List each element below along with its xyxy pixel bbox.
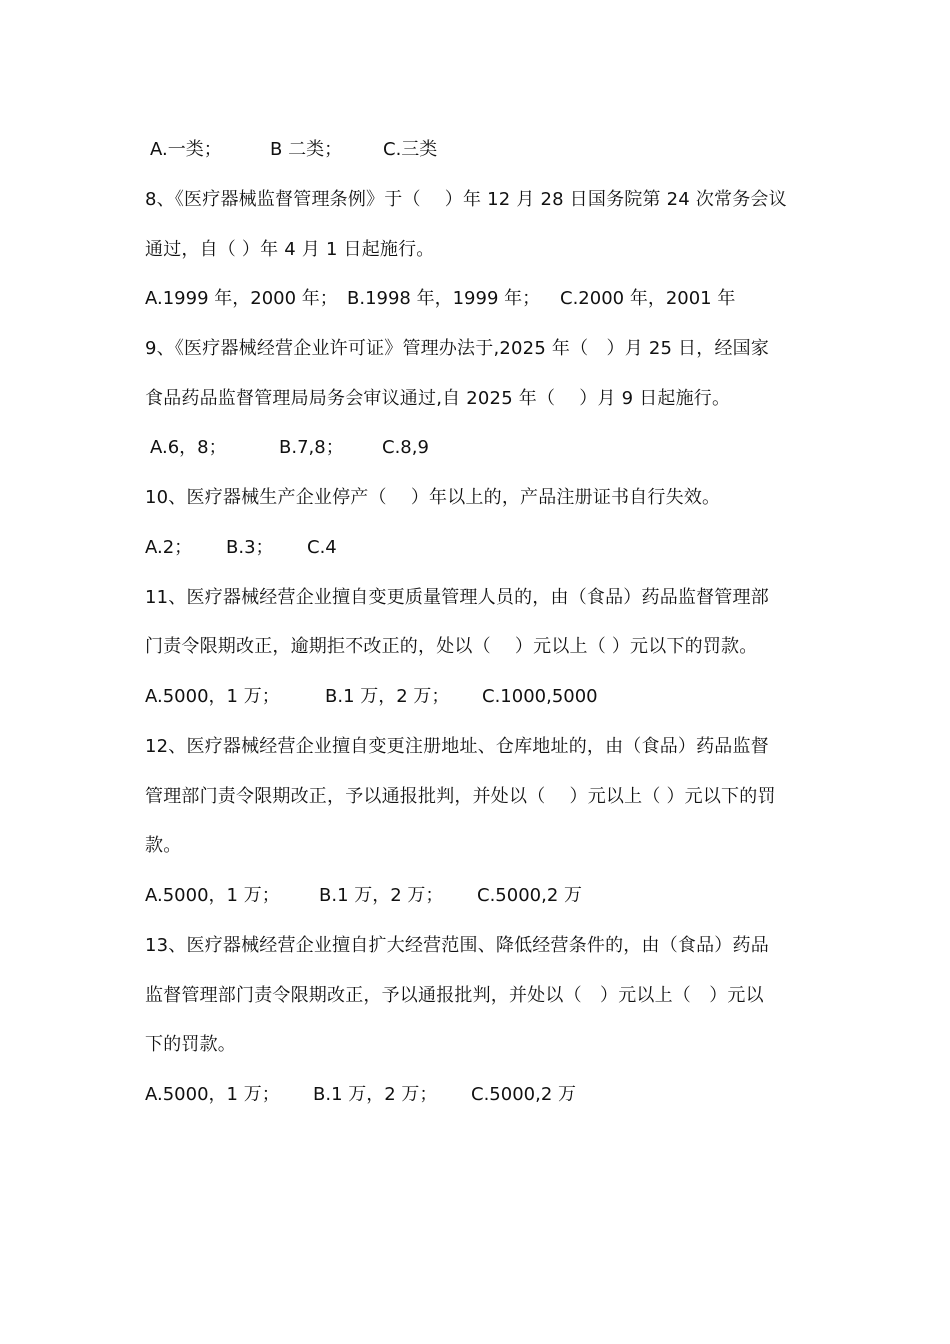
q10-option-a: A.2；	[145, 537, 193, 558]
q10-option-c: C.4	[307, 537, 337, 558]
q11-text-line2: 门责令限期改正，逾期拒不改正的，处以（ ）元以上（ ）元以下的罚款。	[145, 636, 758, 657]
q11-text-line1: 11、医疗器械经营企业擅自变更质量管理人员的，由（食品）药品监督管理部	[145, 587, 769, 608]
q7-option-c: C.三类	[383, 139, 438, 160]
q10-text-line1: 10、医疗器械生产企业停产（ ）年以上的，产品注册证书自行失效。	[145, 487, 721, 508]
q7-option-b: B 二类；	[270, 139, 343, 160]
q12-text-line1: 12、医疗器械经营企业擅自变更注册地址、仓库地址的，由（食品）药品监督	[145, 736, 769, 757]
q13-option-b: B.1 万，2 万；	[313, 1084, 438, 1105]
q12-option-b: B.1 万，2 万；	[319, 885, 444, 906]
q13-option-a: A.5000，1 万；	[145, 1084, 280, 1105]
q12-option-a: A.5000，1 万；	[145, 885, 280, 906]
q13-option-c: C.5000,2 万	[471, 1084, 576, 1105]
q8-option-a: A.1999 年，2000 年；	[145, 288, 338, 309]
q8-text-line2: 通过，自（ ）年 4 月 1 日起施行。	[145, 239, 435, 260]
q12-text-line2: 管理部门责令限期改正，予以通报批判，并处以（ ）元以上（ ）元以下的罚	[145, 786, 776, 807]
q9-text-line1: 9、《医疗器械经营企业许可证》管理办法于,2025 年（ ）月 25 日，经国家	[145, 338, 770, 359]
q10-option-b: B.3；	[226, 537, 274, 558]
q9-text-line2: 食品药品监督管理局局务会审议通过,自 2025 年（ ）月 9 日起施行。	[145, 388, 731, 409]
q7-option-a: A.一类；	[150, 139, 222, 160]
q9-option-a: A.6，8；	[150, 437, 227, 458]
q13-text-line1: 13、医疗器械经营企业擅自扩大经营范围、降低经营条件的，由（食品）药品	[145, 935, 769, 956]
q12-option-c: C.5000,2 万	[477, 885, 582, 906]
q9-option-c: C.8,9	[382, 437, 429, 458]
q11-option-a: A.5000，1 万；	[145, 686, 280, 707]
q8-option-c: C.2000 年，2001 年	[560, 288, 736, 309]
q8-text-line1: 8、《医疗器械监督管理条例》于（ ）年 12 月 28 日国务院第 24 次常务会议	[145, 189, 787, 210]
q12-text-line3: 款。	[145, 835, 182, 856]
q11-option-b: B.1 万，2 万；	[325, 686, 450, 707]
q8-option-b: B.1998 年，1999 年；	[347, 288, 541, 309]
q13-text-line2: 监督管理部门责令限期改正，予以通报批判，并处以（ ）元以上（ ）元以	[145, 985, 764, 1006]
q9-option-b: B.7,8；	[279, 437, 344, 458]
q13-text-line3: 下的罚款。	[145, 1034, 236, 1055]
q11-option-c: C.1000,5000	[482, 686, 598, 707]
